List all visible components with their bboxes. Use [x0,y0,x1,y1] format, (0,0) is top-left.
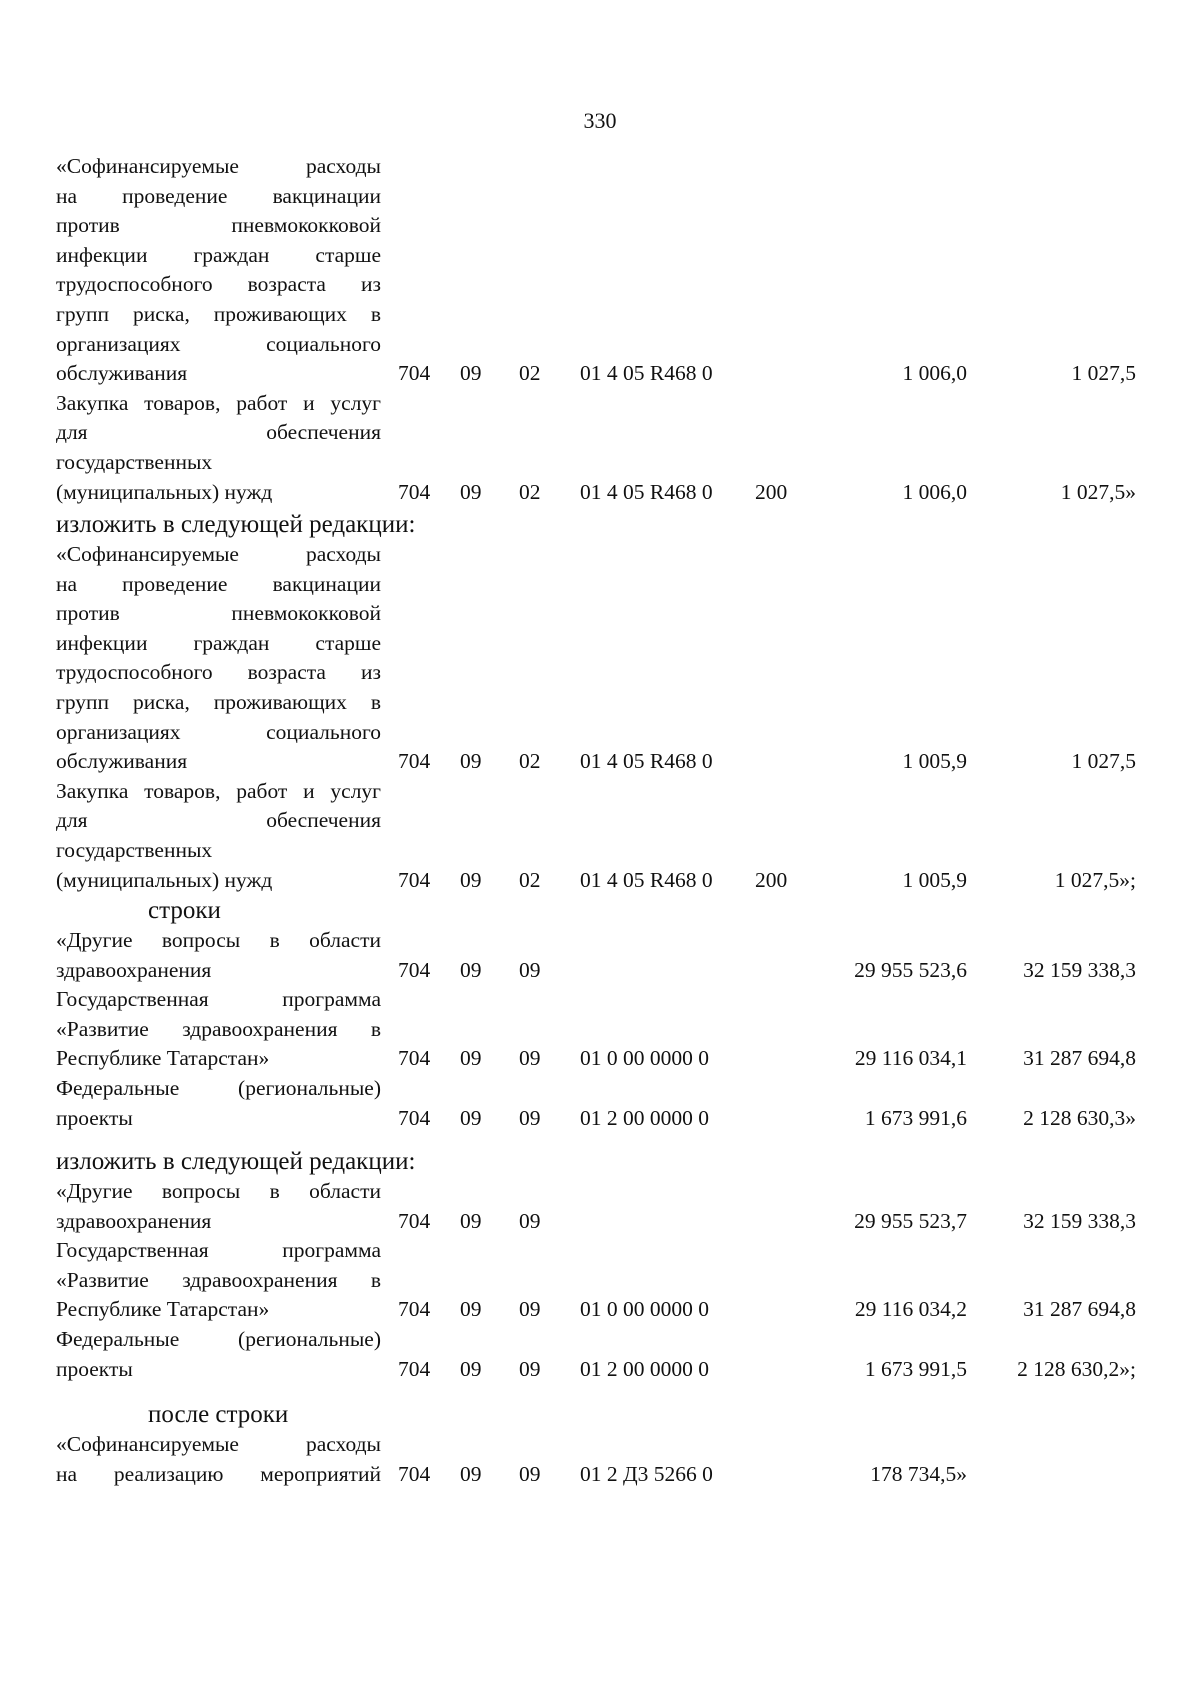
row-name-line: против пневмококковой [56,213,381,238]
ministry-code: 704 [398,1046,431,1071]
amount-year-1: 29 116 034,2 [854,1297,967,1322]
section-heading: строки [148,897,221,924]
row-name-line: «Софинансируемые расходы [56,542,381,566]
amount-year-2: 2 128 630,2»; [1017,1356,1136,1381]
row-name-line: здравоохранения [56,1208,212,1233]
row-name-line: обслуживания [56,749,188,774]
target-article-code: 01 0 00 0000 0 [580,1046,709,1071]
row-name-line: для обеспечения [56,808,381,833]
subsection-code: 09 [519,1461,541,1486]
row-name-line: трудоспособного возраста из [56,660,381,685]
row-name [56,1430,381,1489]
row-name-line: организациях социального [56,331,381,356]
row-name-line: государственных [56,449,213,474]
ministry-code: 704 [398,749,431,774]
row-name [56,1177,381,1236]
target-article-code: 01 2 Д3 5266 0 [580,1461,713,1486]
row-name-line: «Софинансируемые расходы [56,154,381,178]
amount-year-1: 1 006,0 [902,361,967,386]
row-name-line: проекты [56,1105,133,1130]
ministry-code: 704 [398,1461,431,1486]
amount-year-2: 1 027,5» [1060,479,1136,504]
page-number: 330 [583,108,617,133]
subsection-code: 09 [519,957,541,982]
amount-year-2: 1 027,5»; [1054,867,1136,892]
row-name [56,1074,381,1133]
section-code: 09 [460,1356,482,1381]
section-code: 09 [460,1046,482,1071]
amount-year-1: 1 005,9 [902,867,967,892]
amount-year-2: 1 027,5 [1071,361,1136,386]
section-code: 09 [460,749,482,774]
section-heading: изложить в следующей редакции: [56,1148,416,1175]
row-name [56,1236,381,1325]
target-article-code: 01 2 00 0000 0 [580,1105,709,1130]
row-name-line: «Развитие здравоохранения в [56,1016,381,1041]
ministry-code: 704 [398,1356,431,1381]
table-row [0,777,1200,895]
ministry-code: 704 [398,361,431,386]
row-name [56,540,381,777]
row-name-line: «Другие вопросы в области [56,928,381,952]
table-row [0,389,1200,507]
row-name-line: проекты [56,1356,133,1381]
row-name-line: «Софинансируемые расходы [56,1432,381,1456]
target-article-code: 01 2 00 0000 0 [580,1356,709,1381]
amount-year-1: 1 005,9 [902,749,967,774]
table-row [0,985,1200,1074]
table-row [0,1430,1200,1489]
section-heading: изложить в следующей редакции: [56,511,416,538]
row-name-line: Федеральные (региональные) [56,1076,381,1100]
section-code: 09 [460,1105,482,1130]
table-row [0,540,1200,777]
row-name [56,389,381,507]
amount-year-2: 31 287 694,8 [1023,1046,1136,1071]
subsection-code: 02 [519,361,541,386]
ministry-code: 704 [398,1297,431,1322]
amount-year-1: 1 673 991,6 [864,1105,967,1130]
amount-year-1: 1 673 991,5 [864,1356,967,1381]
section-code: 09 [460,361,482,386]
ministry-code: 704 [398,957,431,982]
expense-type-code: 200 [755,867,788,892]
subsection-code: 09 [519,1356,541,1381]
table-row [0,926,1200,985]
amount-year-1: 1 006,0 [902,479,967,504]
amount-year-2: 32 159 338,3 [1023,1208,1136,1233]
row-name-line: Закупка товаров, работ и услуг [56,778,381,803]
target-article-code: 01 4 05 R468 0 [580,361,713,386]
row-name [56,1325,381,1384]
row-name-line: Государственная программа [56,987,381,1012]
subsection-code: 02 [519,867,541,892]
section-code: 09 [460,1297,482,1322]
target-article-code: 01 4 05 R468 0 [580,479,713,504]
amount-year-2: 2 128 630,3» [1023,1105,1136,1130]
amount-year-1: 29 955 523,7 [854,1208,967,1233]
amount-year-1: 29 955 523,6 [854,957,967,982]
row-name-line: Федеральные (региональные) [56,1327,381,1351]
subsection-code: 09 [519,1105,541,1130]
row-name-line: против пневмококковой [56,601,381,626]
section-code: 09 [460,867,482,892]
expense-type-code: 200 [755,479,788,504]
row-name [56,985,381,1074]
row-name-line: (муниципальных) нужд [56,479,273,504]
ministry-code: 704 [398,479,431,504]
section-code: 09 [460,479,482,504]
row-name-line: Закупка товаров, работ и услуг [56,390,381,415]
table-row [0,1325,1200,1384]
row-name-line: инфекции граждан старше [56,630,381,655]
subsection-code: 09 [519,1046,541,1071]
row-name-line: Государственная программа [56,1238,381,1263]
row-name [56,777,381,895]
subsection-code: 09 [519,1297,541,1322]
row-name-line: на проведение вакцинации [56,571,381,596]
amount-year-2: 31 287 694,8 [1023,1297,1136,1322]
table-row [0,152,1200,389]
row-name-line: государственных [56,837,213,862]
section-code: 09 [460,1461,482,1486]
table-row [0,1177,1200,1236]
row-name-line: «Другие вопросы в области [56,1179,381,1203]
ministry-code: 704 [398,867,431,892]
amount-year-2: 32 159 338,3 [1023,957,1136,982]
row-name-line: «Развитие здравоохранения в [56,1267,381,1292]
subsection-code: 09 [519,1208,541,1233]
row-name-line: здравоохранения [56,957,212,982]
row-name [56,926,381,985]
row-name-line: организациях социального [56,719,381,744]
target-article-code: 01 0 00 0000 0 [580,1297,709,1322]
row-name-line: Республике Татарстан» [56,1297,270,1322]
amount-year-2: 1 027,5 [1071,749,1136,774]
row-name-line: трудоспособного возраста из [56,272,381,297]
table-row [0,1074,1200,1133]
row-name-line: для обеспечения [56,420,381,445]
subsection-code: 02 [519,749,541,774]
row-name [56,152,381,389]
row-name-line: инфекции граждан старше [56,242,381,267]
row-name-line: групп риска, проживающих в [56,689,381,714]
row-name-line: на проведение вакцинации [56,183,381,208]
amount-year-1: 178 734,5» [870,1461,967,1486]
amount-year-1: 29 116 034,1 [854,1046,967,1071]
subsection-code: 02 [519,479,541,504]
row-name-line: (муниципальных) нужд [56,867,273,892]
target-article-code: 01 4 05 R468 0 [580,749,713,774]
ministry-code: 704 [398,1105,431,1130]
target-article-code: 01 4 05 R468 0 [580,867,713,892]
row-name-line: групп риска, проживающих в [56,301,381,326]
row-name-line: на реализацию мероприятий [56,1461,381,1486]
table-row [0,1236,1200,1325]
ministry-code: 704 [398,1208,431,1233]
section-code: 09 [460,1208,482,1233]
section-heading: после строки [148,1401,289,1428]
row-name-line: Республике Татарстан» [56,1046,270,1071]
row-name-line: обслуживания [56,361,188,386]
section-code: 09 [460,957,482,982]
